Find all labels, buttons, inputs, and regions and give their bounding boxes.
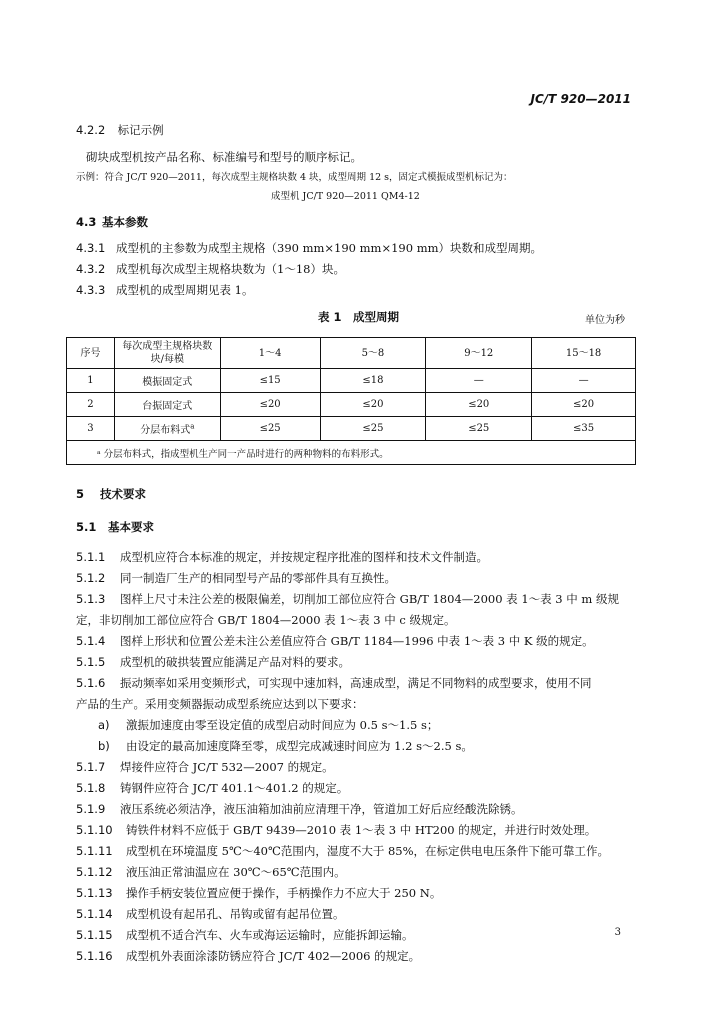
table-cell: ≤35 — [532, 417, 636, 441]
list-item — [76, 885, 441, 901]
list-item — [76, 843, 609, 859]
clause-text: 液压油正常油温应在 30℃～65℃范围内。 — [126, 865, 346, 879]
clause-text: 成型机外表面涂漆防锈应符合 JC/T 402—2006 的规定。 — [126, 949, 421, 963]
section-5-1-heading — [76, 519, 154, 535]
table-cell: 3 — [67, 417, 115, 441]
list-item — [76, 633, 594, 649]
clause-text: 液压系统必须洁净，液压油箱加油前应清理干净，管道加工好后应经酸洗除锈。 — [120, 802, 523, 816]
clause-number: 5.1.9 — [76, 802, 106, 816]
table-row — [67, 369, 636, 393]
section-number: 5.1 — [76, 520, 97, 534]
clause-4-3-2 — [76, 261, 345, 277]
clause-number: 5.1.8 — [76, 781, 106, 795]
header-cell: 每次成型主规格块数 块/每模 — [114, 338, 220, 369]
clause-number: 5.1.2 — [76, 571, 106, 585]
page-number: 3 — [614, 927, 621, 938]
header-cell: 1～4 — [220, 338, 320, 369]
table-cell: 1 — [67, 369, 115, 393]
clause-number: 5.1.1 — [76, 550, 106, 564]
clause-text: 铸钢件应符合 JC/T 401.1～401.2 的规定。 — [120, 781, 349, 795]
clause-number: 4.3.3 — [76, 283, 106, 297]
clause-number: 4.3.2 — [76, 262, 106, 276]
clause-text: 图样上尺寸未注公差的极限偏差，切削加工部位应符合 GB/T 1804—2000 表 1～表 3 中 m 级规 — [120, 592, 619, 606]
list-item — [76, 948, 420, 964]
clause-number: 5.1.12 — [76, 865, 113, 879]
table-cell: ≤20 — [426, 393, 532, 417]
list-item — [76, 780, 348, 796]
table-cell: ≤20 — [532, 393, 636, 417]
table-cell: 台振固定式 — [114, 393, 220, 417]
header-cell: 9～12 — [426, 338, 532, 369]
clause-number: 5.1.14 — [76, 907, 113, 921]
cycle-table — [66, 337, 636, 465]
clause-number: 5.1.15 — [76, 928, 113, 942]
section-title: 基本要求 — [108, 520, 155, 534]
clause-text: 铸铁件材料不应低于 GB/T 9439—2010 表 1～表 3 中 HT200 的规定，并进行时效处理。 — [126, 823, 597, 837]
table-row — [67, 417, 636, 441]
section-number: 5 — [76, 487, 85, 501]
clause-text: 图样上形状和位置公差未注公差值应符合 GB/T 1184—1996 中表 1～表 3 中 K 级的规定。 — [120, 634, 594, 648]
clause-text: 成型机不适合汽车、火车或海运运输时，应能拆卸运输。 — [126, 928, 414, 942]
table-cell: ≤15 — [220, 369, 320, 393]
section-4-2-2-heading — [76, 122, 164, 138]
clause-number: 5.1.11 — [76, 844, 113, 858]
list-item — [76, 759, 334, 775]
clause-text: 操作手柄安装位置应便于操作，手柄操作力不应大于 250 N。 — [126, 886, 442, 900]
header-cell: 15～18 — [532, 338, 636, 369]
table-cell: ≤25 — [426, 417, 532, 441]
clause-text: 成型机每次成型主规格块数为（1～18）块。 — [116, 262, 345, 276]
clause-number: 5.1.3 — [76, 592, 106, 606]
list-item — [76, 864, 346, 880]
clause-text: 同一制造厂生产的相同型号产品的零部件具有互换性。 — [120, 571, 396, 585]
section-4-3-heading — [76, 214, 148, 230]
list-item — [76, 654, 350, 670]
section-title: 技术要求 — [100, 487, 147, 501]
marking-example: 成型机 JC/T 920—2011 QM4-12 — [271, 191, 420, 202]
list-item — [76, 927, 414, 943]
list-item — [76, 801, 523, 817]
table-footnote: ᵃ 分层布料式，指成型机生产同一产品时进行的两种物料的布料形式。 — [67, 441, 636, 465]
clause-text: 振动频率如采用变频形式，可实现中速加料，高速成型，满足不同物料的成型要求，使用不同 — [120, 676, 592, 690]
table-cell: ≤18 — [320, 369, 426, 393]
clause-number: 5.1.13 — [76, 886, 113, 900]
table-cell: 分层布料式$^a$ — [114, 417, 220, 441]
clause-text: 激振加速度由零至设定值的成型启动时间应为 0.5 s～1.5 s； — [126, 718, 439, 732]
clause-text: 成型机设有起吊孔、吊钩或留有起吊位置。 — [126, 907, 345, 921]
list-item — [76, 591, 619, 607]
clause-number: 5.1.10 — [76, 823, 113, 837]
header-cell: 5～8 — [320, 338, 426, 369]
clause-text: 焊接件应符合 JC/T 532—2007 的规定。 — [120, 760, 334, 774]
table-unit: 单位为秒 — [585, 315, 625, 326]
list-subitem — [98, 738, 473, 754]
clause-text: 成型机的成型周期见表 1。 — [116, 283, 254, 297]
table-cell: ≤20 — [320, 393, 426, 417]
example-text: 示例：符合 JC/T 920—2011，每次成型主规格块数 4 块，成型周期 12 s，固定式模振成型机标记为： — [76, 172, 513, 183]
list-item — [76, 549, 488, 565]
clause-number: 4.3.1 — [76, 241, 106, 255]
header-cell: 序号 — [67, 338, 115, 369]
list-subitem — [98, 717, 438, 733]
clause-text: 成型机的主参数为成型主规格（390 mm×190 mm×190 mm）块数和成型周期。 — [116, 241, 543, 255]
clause-4-3-1 — [76, 240, 542, 256]
clause-number: 5.1.6 — [76, 676, 106, 690]
list-item-continuation — [76, 696, 364, 712]
table-caption: 表 1 成型周期 — [318, 310, 400, 324]
clause-text: 由设定的最高加速度降至零，成型完成减速时间应为 1.2 s～2.5 s。 — [126, 739, 473, 753]
section-5-heading — [76, 486, 146, 502]
clause-number: 5.1.7 — [76, 760, 106, 774]
list-item-continuation — [76, 612, 456, 628]
clause-text: 成型机的破拱装置应能满足产品对料的要求。 — [120, 655, 350, 669]
table-cell: ≤25 — [220, 417, 320, 441]
table-cell: 模振固定式 — [114, 369, 220, 393]
table-note-row — [67, 441, 636, 465]
table-cell: ≤25 — [320, 417, 426, 441]
table-row — [67, 393, 636, 417]
list-item — [76, 570, 396, 586]
table-cell: — — [426, 369, 532, 393]
clause-text: 成型机在环境温度 5℃～40℃范围内，湿度不大于 85%，在标定供电电压条件下能可靠工作。 — [126, 844, 610, 858]
standard-number: JC/T 920—2011 — [530, 92, 631, 106]
table-cell: 2 — [67, 393, 115, 417]
section-number: 4.3 — [76, 215, 97, 229]
section-number: 4.2.2 — [76, 123, 106, 137]
subitem-marker: b) — [98, 739, 110, 753]
table-header-row — [67, 338, 636, 369]
list-item — [76, 906, 345, 922]
clause-number: 5.1.16 — [76, 949, 113, 963]
footnote-marker: a — [190, 422, 195, 431]
table-cell: ≤20 — [220, 393, 320, 417]
paragraph: 砌块成型机按产品名称、标准编号和型号的顺序标记。 — [86, 150, 362, 164]
table-cell: — — [532, 369, 636, 393]
clause-text: 产品的生产。采用变频器振动成型系统应达到以下要求： — [76, 697, 364, 711]
list-item — [76, 675, 592, 691]
subitem-marker: a) — [98, 718, 110, 732]
clause-text: 成型机应符合本标准的规定，并按规定程序批准的图样和技术文件制造。 — [120, 550, 488, 564]
list-item — [76, 822, 596, 838]
clause-number: 5.1.4 — [76, 634, 106, 648]
clause-number: 5.1.5 — [76, 655, 106, 669]
clause-4-3-3 — [76, 282, 253, 298]
clause-text: 定，非切削加工部位应符合 GB/T 1804—2000 表 1～表 3 中 c 级规定。 — [76, 613, 456, 627]
section-title: 基本参数 — [102, 215, 149, 229]
section-title: 标记示例 — [117, 123, 164, 137]
